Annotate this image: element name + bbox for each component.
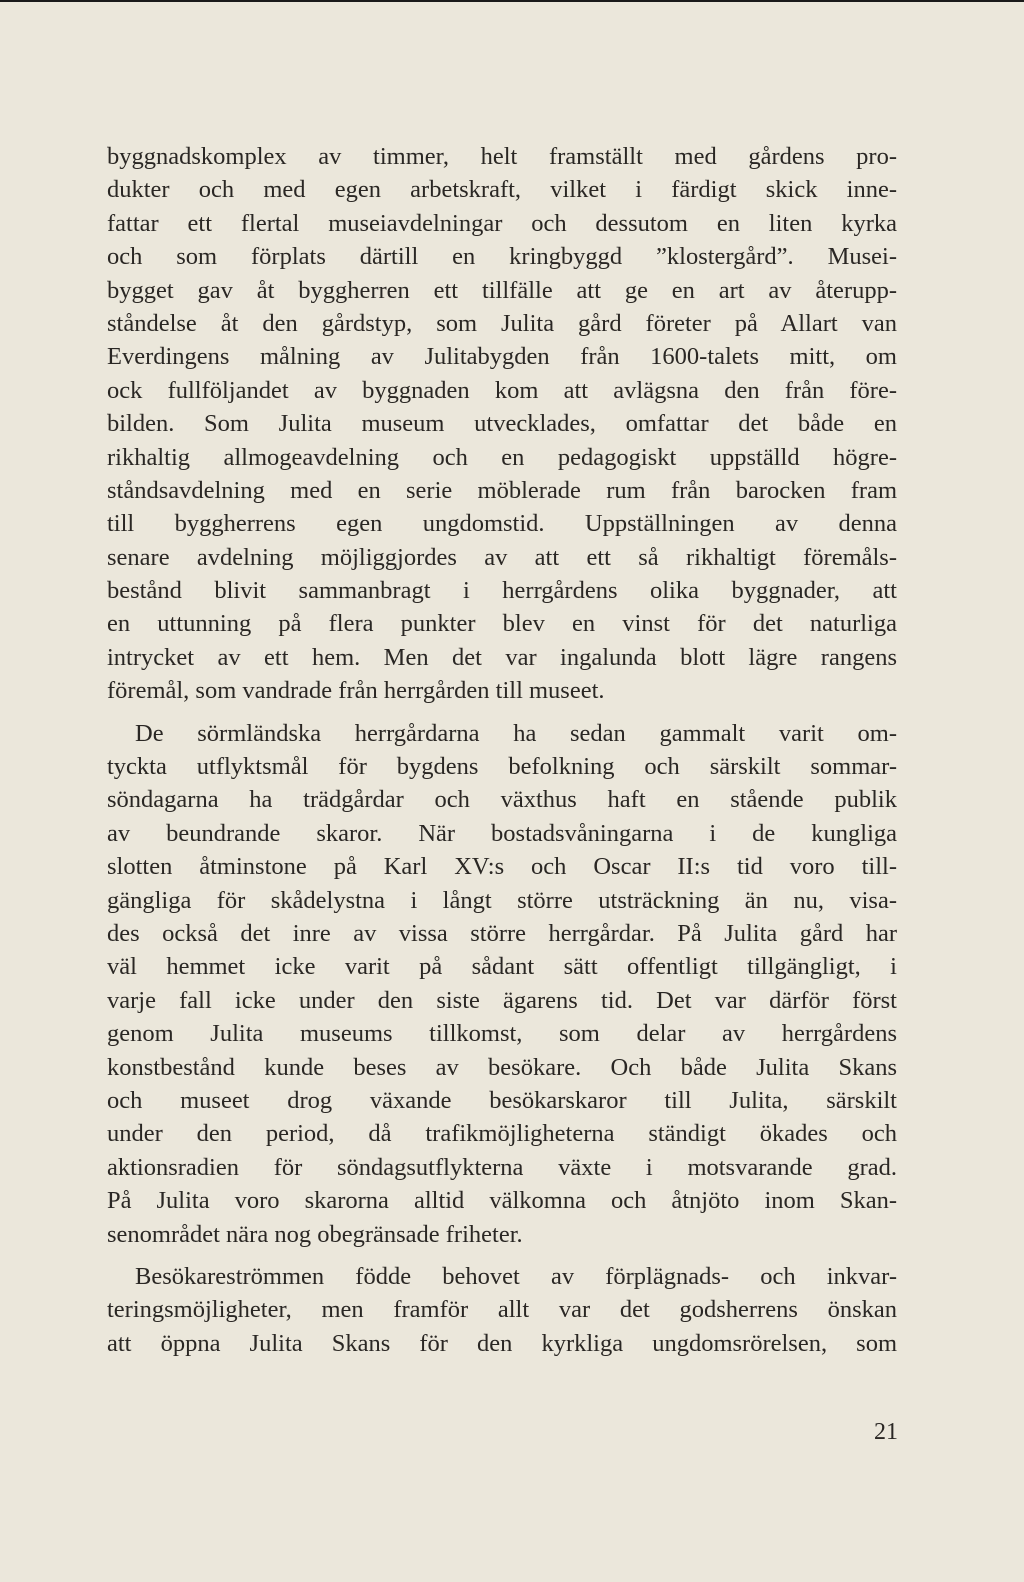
text-line: en uttunning på flera punkter blev en vinst för det naturliga bbox=[107, 610, 897, 638]
text-line: söndagarna ha trädgårdar och växthus haft en stående publik bbox=[107, 786, 897, 814]
text-line: föremål, som vandrade från herrgården till museet. bbox=[107, 677, 605, 705]
text-line: På Julita voro skarorna alltid välkomna och åtnjöto inom Skan- bbox=[107, 1187, 897, 1215]
text-line: De sörmländska herrgårdarna ha sedan gammalt varit om- bbox=[135, 719, 897, 747]
text-line: ock fullföljandet av byggnaden kom att avlägsna den från före- bbox=[107, 376, 897, 404]
body-text bbox=[107, 140, 897, 1360]
paragraph-2 bbox=[107, 717, 897, 1251]
text-line: bilden. Som Julita museum utvecklades, omfattar det både en bbox=[107, 410, 897, 438]
text-line: bestånd blivit sammanbragt i herrgårdens olika byggnader, att bbox=[107, 577, 897, 605]
text-line: senområdet nära nog obegränsade friheter. bbox=[107, 1220, 523, 1248]
text-line: tyckta utflyktsmål för bygdens befolkning och särskilt sommar- bbox=[107, 753, 897, 781]
text-line: teringsmöjligheter, men framför allt var det godsherrens önskan bbox=[107, 1296, 897, 1324]
text-line: Besökareströmmen födde behovet av förplägnads- och inkvar- bbox=[135, 1262, 897, 1290]
text-line: gängliga för skådelystna i långt större utsträckning än nu, visa- bbox=[107, 886, 897, 914]
text-line: aktionsradien för söndagsutflykterna växte i motsvarande grad. bbox=[107, 1153, 897, 1181]
text-line: av beundrande skaror. När bostadsvåningarna i de kungliga bbox=[107, 819, 897, 847]
text-line: senare avdelning möjliggjordes av att ett så rikhaltigt föremåls- bbox=[107, 543, 897, 571]
paragraph-spacer bbox=[107, 708, 897, 717]
text-line: och som förplats därtill en kringbyggd ”klostergård”. Musei- bbox=[107, 243, 897, 271]
text-line: genom Julita museums tillkomst, som delar av herrgårdens bbox=[107, 1020, 897, 1048]
text-line: dukter och med egen arbetskraft, vilket i färdigt skick inne- bbox=[107, 176, 897, 204]
text-line: fattar ett flertal museiavdelningar och dessutom en liten kyrka bbox=[107, 209, 897, 237]
text-line: intrycket av ett hem. Men det var ingalunda blott lägre rangens bbox=[107, 643, 897, 671]
text-line: byggnadskomplex av timmer, helt framställt med gårdens pro- bbox=[107, 143, 897, 170]
text-line: des också det inre av vissa större herrgårdar. På Julita gård har bbox=[107, 919, 897, 947]
text-line: rikhaltig allmogeavdelning och en pedagogiskt uppställd högre- bbox=[107, 443, 897, 471]
text-line: slotten åtminstone på Karl XV:s och Oscar II:s tid voro till- bbox=[107, 853, 897, 881]
text-line: att öppna Julita Skans för den kyrkliga ungdomsrörelsen, som bbox=[107, 1329, 897, 1357]
text-line: ståndsavdelning med en serie möblerade rum från barocken fram bbox=[107, 476, 897, 504]
text-line: konstbestånd kunde beses av besökare. Och både Julita Skans bbox=[107, 1053, 897, 1081]
text-line: ståndelse åt den gårdstyp, som Julita gård företer på Allart van bbox=[107, 309, 897, 337]
text-line: och museet drog växande besökarskaror till Julita, särskilt bbox=[107, 1086, 897, 1114]
text-line: Everdingens målning av Julitabygden från 1600-talets mitt, om bbox=[107, 343, 897, 371]
text-line: under den period, då trafikmöjligheterna ständigt ökades och bbox=[107, 1120, 897, 1148]
paragraph-spacer bbox=[107, 1251, 897, 1260]
paragraph-1 bbox=[107, 140, 897, 708]
text-line: väl hemmet icke varit på sådant sätt offentligt tillgängligt, i bbox=[107, 953, 897, 981]
text-line: varje fall icke under den siste ägarens tid. Det var därför först bbox=[107, 986, 897, 1014]
text-line: bygget gav åt byggherren ett tillfälle att ge en art av återupp- bbox=[107, 276, 897, 304]
page-number: 21 bbox=[874, 1419, 898, 1445]
text-line: till byggherrens egen ungdomstid. Uppställningen av denna bbox=[107, 510, 897, 538]
paragraph-3 bbox=[107, 1260, 897, 1360]
